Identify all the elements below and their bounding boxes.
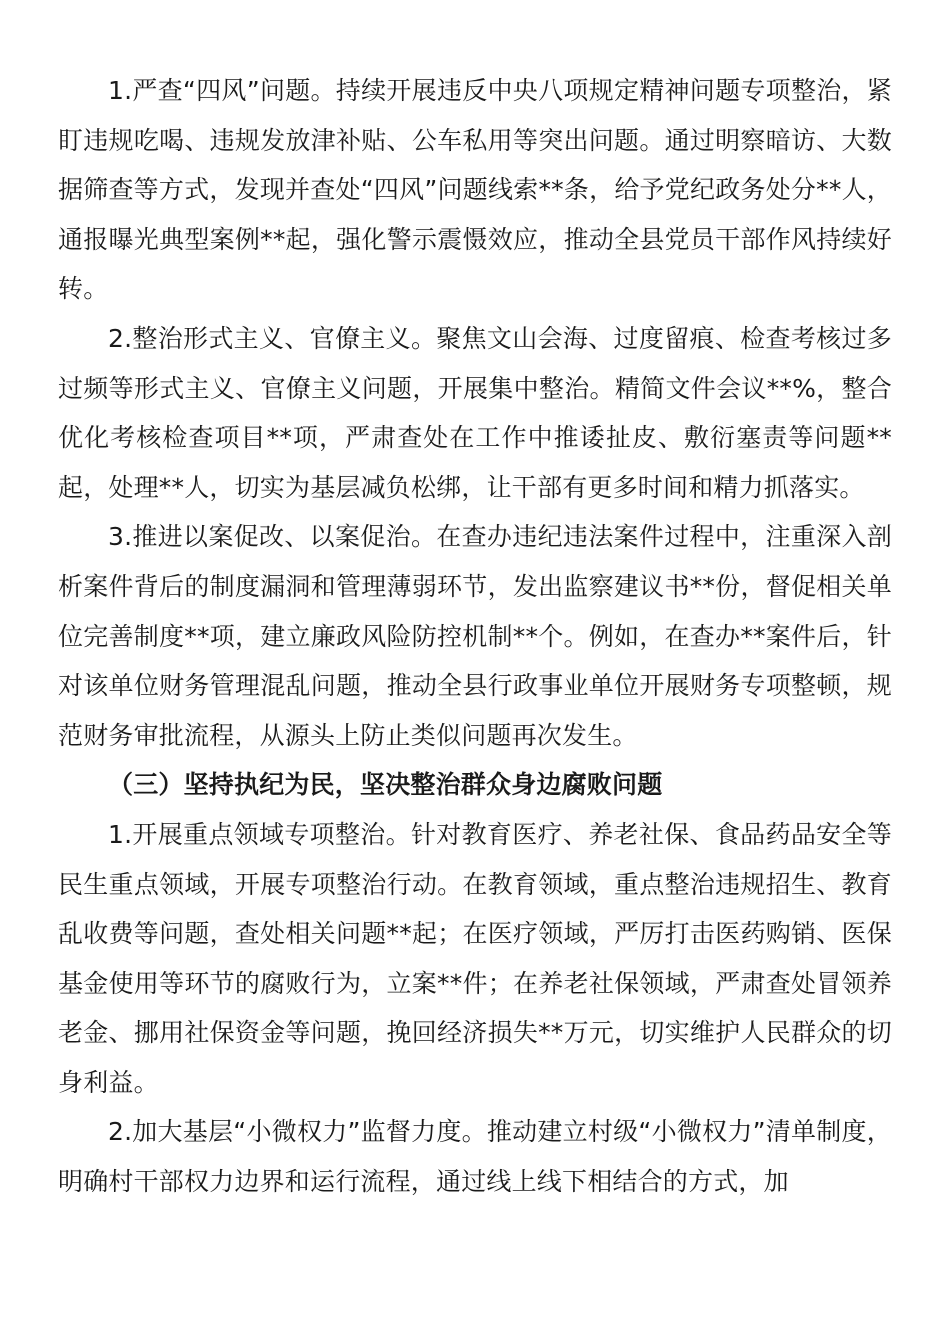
paragraph-key-areas: 1.开展重点领域专项整治。针对教育医疗、养老社保、食品药品安全等民生重点领域，开展专项整治行动。在教育领域，重点整治违规招生、教育乱收费等问题，查处相关问题**起；在医疗领域，严厉打击医药购销、医保基金使用等环节的腐败行为，立案**件；在养老社保领域，严肃查处冒领养老金、挪用社保资金等问题，挽回经济损失**万元，切实维护人民群众的切身利益。 [58, 819, 892, 1097]
document-body [58, 66, 892, 1207]
paragraph-formalism: 2.整治形式主义、官僚主义。聚焦文山会海、过度留痕、检查考核过多过频等形式主义、官僚主义问题，开展集中整治。精简文件会议**%，整合优化考核检查项目**项，严肃查处在工作中推诿扯皮、敷衍塞责等问题**起，处理**人，切实为基层减负松绑，让干部有更多时间和精力抓落实。 [58, 323, 892, 502]
section-heading-3: （三）坚持执纪为民，坚决整治群众身边腐败问题 [108, 770, 663, 800]
paragraph-micro-power: 2.加大基层“小微权力”监督力度。推动建立村级“小微权力”清单制度，明确村干部权力边界和运行流程，通过线上线下相结合的方式，加 [58, 1117, 892, 1197]
paragraph-case-reform: 3.推进以案促改、以案促治。在查办违纪违法案件过程中，注重深入剖析案件背后的制度漏洞和管理薄弱环节，发出监察建议书**份，督促相关单位完善制度**项，建立廉政风险防控机制**个。例如，在查办**案件后，针对该单位财务管理混乱问题，推动全县行政事业单位开展财务专项整顿，规范财务审批流程，从源头上防止类似问题再次发生。 [58, 522, 892, 750]
paragraph-four-winds: 1.严查“四风”问题。持续开展违反中央八项规定精神问题专项整治，紧盯违规吃喝、违规发放津补贴、公车私用等突出问题。通过明察暗访、大数据筛查等方式，发现并查处“四风”问题线索**条，给予党纪政务处分**人，通报曝光典型案例**起，强化警示震慑效应，推动全县党员干部作风持续好转。 [58, 76, 892, 304]
